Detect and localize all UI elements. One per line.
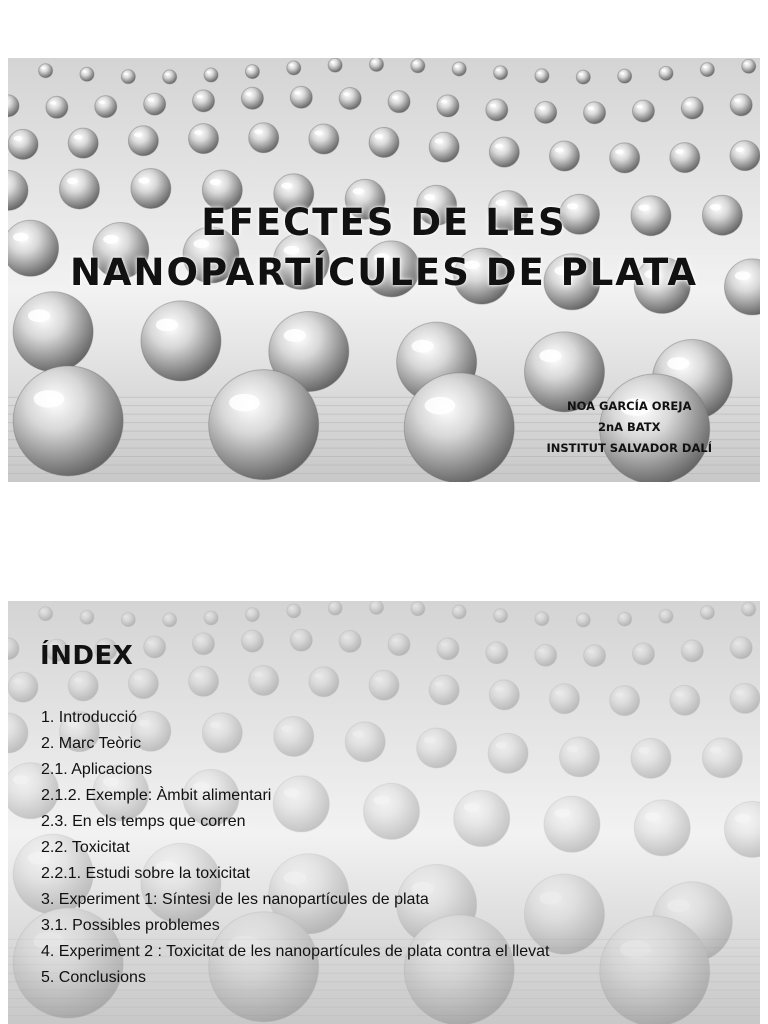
sphere-highlight <box>28 309 50 322</box>
sphere-highlight <box>667 357 689 370</box>
sphere-highlight <box>555 690 563 695</box>
sphere-highlight <box>538 72 542 74</box>
sphere <box>411 602 425 616</box>
sphere <box>290 86 312 108</box>
sphere-highlight <box>197 95 203 99</box>
sphere-highlight <box>248 68 252 70</box>
sphere <box>163 613 177 627</box>
sphere-highlight <box>637 105 643 109</box>
sphere <box>535 101 557 123</box>
author-block <box>546 396 712 459</box>
sphere-highlight <box>83 70 87 72</box>
sphere-highlight <box>197 638 203 642</box>
index-item: 3.1. Possibles problemes <box>41 917 220 934</box>
sphere <box>8 672 38 702</box>
sphere <box>659 609 673 623</box>
sphere <box>730 141 760 171</box>
sphere-highlight <box>567 746 578 752</box>
sphere-highlight <box>638 747 649 753</box>
sphere <box>144 636 166 658</box>
sphere-highlight <box>294 634 300 638</box>
sphere <box>632 643 654 665</box>
sphere <box>535 612 549 626</box>
index-heading: ÍNDEX <box>40 641 134 671</box>
sphere-highlight <box>375 134 383 139</box>
sphere-highlight <box>736 147 744 152</box>
sphere <box>489 137 519 167</box>
sphere <box>68 128 98 158</box>
sphere-highlight <box>124 73 128 75</box>
sphere-highlight <box>734 642 740 646</box>
sphere <box>388 634 410 656</box>
sphere <box>141 301 221 381</box>
sphere <box>163 70 177 84</box>
sphere-highlight <box>343 92 349 96</box>
sphere-highlight <box>41 610 45 612</box>
sphere-highlight <box>744 605 748 607</box>
sphere-highlight <box>538 615 542 617</box>
sphere <box>39 64 53 78</box>
sphere-highlight <box>331 61 335 63</box>
sphere <box>328 58 342 72</box>
sphere-highlight <box>138 177 149 183</box>
sphere <box>241 630 263 652</box>
sphere <box>13 366 123 476</box>
sphere-highlight <box>554 809 570 818</box>
index-item: 1. Introducció <box>41 709 138 726</box>
sphere-highlight <box>735 814 751 823</box>
index-item: 2.3. En els temps que corren <box>41 813 246 830</box>
sphere <box>249 123 279 153</box>
sphere-highlight <box>284 329 306 342</box>
sphere <box>369 601 383 614</box>
index-item: 3. Experiment 1: Síntesi de les nanopartícules de plata <box>41 891 429 908</box>
sphere-highlight <box>372 60 376 62</box>
index-list <box>41 705 549 991</box>
sphere-highlight <box>281 183 292 189</box>
sphere <box>13 292 93 372</box>
sphere-highlight <box>34 390 65 408</box>
sphere-highlight <box>165 73 169 75</box>
sphere-highlight <box>620 940 651 958</box>
sphere-highlight <box>744 62 748 64</box>
sphere <box>204 68 218 82</box>
sphere <box>544 796 600 852</box>
sphere <box>241 87 263 109</box>
sphere-highlight <box>343 635 349 639</box>
sphere <box>576 613 590 627</box>
sphere-highlight <box>294 91 300 95</box>
sphere <box>659 66 673 80</box>
sphere <box>193 633 215 655</box>
sphere <box>245 65 259 79</box>
index-item: 2.1.2. Exemple: Àmbit alimentari <box>41 787 272 804</box>
school-name: INSTITUT SALVADOR DALÍ <box>546 441 712 455</box>
index-item: 2.1. Aplicacions <box>41 761 153 778</box>
sphere <box>249 666 279 696</box>
sphere-highlight <box>372 603 376 605</box>
sphere <box>549 684 579 714</box>
sphere <box>494 66 508 80</box>
sphere <box>204 611 218 625</box>
sphere <box>189 124 219 154</box>
sphere <box>339 87 361 109</box>
sphere-highlight <box>210 179 221 185</box>
sphere <box>128 126 158 156</box>
sphere <box>584 102 606 124</box>
sphere <box>144 93 166 115</box>
sphere <box>369 670 399 700</box>
sphere <box>388 91 410 113</box>
sphere <box>632 100 654 122</box>
sphere <box>429 132 459 162</box>
sphere-highlight <box>392 96 398 100</box>
sphere-highlight <box>229 394 260 412</box>
sphere-highlight <box>207 71 211 73</box>
sphere <box>95 96 117 118</box>
sphere <box>600 916 710 1024</box>
sphere-highlight <box>74 678 82 683</box>
sphere-highlight <box>637 648 643 652</box>
index-item: 2. Marc Teòric <box>41 735 142 752</box>
sphere-highlight <box>392 638 398 642</box>
sphere-highlight <box>413 62 417 64</box>
sphere-highlight <box>134 132 142 137</box>
sphere-highlight <box>353 188 364 194</box>
sphere-highlight <box>254 129 262 134</box>
sphere-highlight <box>83 613 87 615</box>
sphere <box>404 373 514 482</box>
sphere <box>584 645 606 667</box>
sphere <box>549 141 579 171</box>
sphere <box>452 62 466 76</box>
sphere <box>80 67 94 81</box>
sphere-highlight <box>579 73 583 75</box>
sphere <box>287 61 301 75</box>
sphere-highlight <box>245 635 251 639</box>
sphere <box>576 70 590 84</box>
sphere-highlight <box>539 106 545 110</box>
sphere-highlight <box>703 609 707 611</box>
sphere <box>730 683 760 713</box>
sphere-highlight <box>662 612 666 614</box>
sphere-highlight <box>490 104 496 108</box>
sphere-highlight <box>620 72 624 74</box>
sphere-highlight <box>254 672 262 677</box>
sphere-highlight <box>425 397 456 415</box>
sphere-highlight <box>411 340 433 353</box>
sphere-highlight <box>41 67 45 69</box>
sphere-highlight <box>194 673 202 678</box>
sphere-highlight <box>685 645 691 649</box>
sphere-highlight <box>74 135 82 140</box>
sphere <box>193 90 215 112</box>
author-name: NOA GARCÍA OREJA <box>566 399 692 413</box>
sphere-highlight <box>588 649 594 653</box>
sphere <box>437 95 459 117</box>
sphere-highlight <box>496 69 500 71</box>
sphere-highlight <box>496 612 500 614</box>
sphere <box>610 686 640 716</box>
sphere <box>486 99 508 121</box>
sphere <box>700 606 714 620</box>
sphere <box>411 59 425 73</box>
sphere-highlight <box>734 99 740 103</box>
sphere <box>369 127 399 157</box>
sphere <box>68 671 98 701</box>
sphere <box>486 642 508 664</box>
sphere <box>309 667 339 697</box>
sphere <box>287 604 301 618</box>
sphere <box>670 143 700 173</box>
sphere <box>742 602 756 616</box>
sphere-highlight <box>579 616 583 618</box>
sphere-highlight <box>588 107 594 111</box>
sphere <box>8 129 38 159</box>
sphere-highlight <box>289 607 293 609</box>
title-line-1: EFECTES DE LES <box>201 201 567 244</box>
sphere <box>189 666 219 696</box>
sphere <box>309 124 339 154</box>
index-item: 5. Conclusions <box>41 969 146 986</box>
sphere-highlight <box>13 775 29 784</box>
sphere <box>631 738 671 778</box>
sphere <box>437 638 459 660</box>
sphere <box>670 685 700 715</box>
sphere <box>328 601 342 615</box>
sphere-highlight <box>248 611 252 613</box>
sphere-highlight <box>495 144 503 149</box>
sphere-highlight <box>289 64 293 66</box>
sphere <box>702 738 742 778</box>
sphere-highlight <box>99 100 105 104</box>
title-line-2: NANOPARTÍCULES DE PLATA <box>69 251 699 294</box>
sphere-highlight <box>67 178 78 184</box>
sphere-highlight <box>50 101 56 105</box>
sphere-highlight <box>413 605 417 607</box>
sphere-highlight <box>435 139 443 144</box>
sphere <box>618 612 632 626</box>
sphere <box>535 644 557 666</box>
sphere <box>610 143 640 173</box>
sphere <box>730 94 752 116</box>
sphere-highlight <box>615 149 623 154</box>
sphere-highlight <box>615 692 623 697</box>
sphere-highlight <box>455 608 459 610</box>
sphere-highlight <box>124 616 128 618</box>
sphere-highlight <box>675 149 683 154</box>
sphere <box>634 800 690 856</box>
sphere <box>80 610 94 624</box>
sphere <box>681 97 703 119</box>
sphere <box>46 96 68 118</box>
sphere <box>560 737 600 777</box>
sphere-highlight <box>667 899 689 912</box>
sphere <box>121 613 135 627</box>
sphere-highlight <box>156 318 178 331</box>
sphere-highlight <box>14 679 22 684</box>
sphere <box>39 607 53 621</box>
sphere-highlight <box>539 649 545 653</box>
index-slide <box>8 601 760 1024</box>
index-item: 4. Experiment 2 : Toxicitat de les nanopartícules de plata contra el llevat <box>41 943 550 960</box>
sphere-highlight <box>148 98 154 102</box>
sphere-highlight <box>314 673 322 678</box>
sphere <box>742 59 756 73</box>
index-item: 2.2. Toxicitat <box>41 839 130 856</box>
sphere-highlight <box>736 690 744 695</box>
sphere-highlight <box>662 69 666 71</box>
sphere <box>339 630 361 652</box>
sphere-highlight <box>194 130 202 135</box>
sphere <box>452 605 466 619</box>
sphere-highlight <box>710 747 721 753</box>
sphere-highlight <box>703 66 707 68</box>
sphere <box>369 58 383 71</box>
sphere-highlight <box>314 131 322 136</box>
sphere <box>494 609 508 623</box>
cover-slide <box>8 58 760 482</box>
presentation-title <box>8 198 760 298</box>
sphere-highlight <box>455 65 459 67</box>
sphere <box>681 640 703 662</box>
sphere-highlight <box>539 349 561 362</box>
sphere-highlight <box>375 677 383 682</box>
sphere-highlight <box>685 102 691 106</box>
sphere-highlight <box>495 687 503 692</box>
sphere <box>245 608 259 622</box>
sphere <box>730 637 752 659</box>
sphere <box>128 669 158 699</box>
sphere-highlight <box>555 148 563 153</box>
index-item: 2.2.1. Estudi sobre la toxicitat <box>41 865 250 882</box>
sphere <box>700 63 714 77</box>
sphere-highlight <box>134 675 142 680</box>
sphere-highlight <box>207 614 211 616</box>
sphere <box>209 370 319 480</box>
sphere-highlight <box>620 615 624 617</box>
sphere-highlight <box>165 616 169 618</box>
sphere-highlight <box>490 647 496 651</box>
sphere-highlight <box>331 604 335 606</box>
sphere-highlight <box>14 136 22 141</box>
sphere-highlight <box>441 643 447 647</box>
sphere-highlight <box>645 812 661 821</box>
sphere-highlight <box>675 692 683 697</box>
sphere <box>429 675 459 705</box>
sphere <box>290 629 312 651</box>
sphere-highlight <box>245 92 251 96</box>
sphere <box>121 70 135 84</box>
sphere-highlight <box>148 641 154 645</box>
course-label: 2nA BATX <box>597 420 661 434</box>
sphere-highlight <box>435 682 443 687</box>
sphere <box>535 69 549 83</box>
sphere <box>618 69 632 83</box>
sphere-highlight <box>441 100 447 104</box>
